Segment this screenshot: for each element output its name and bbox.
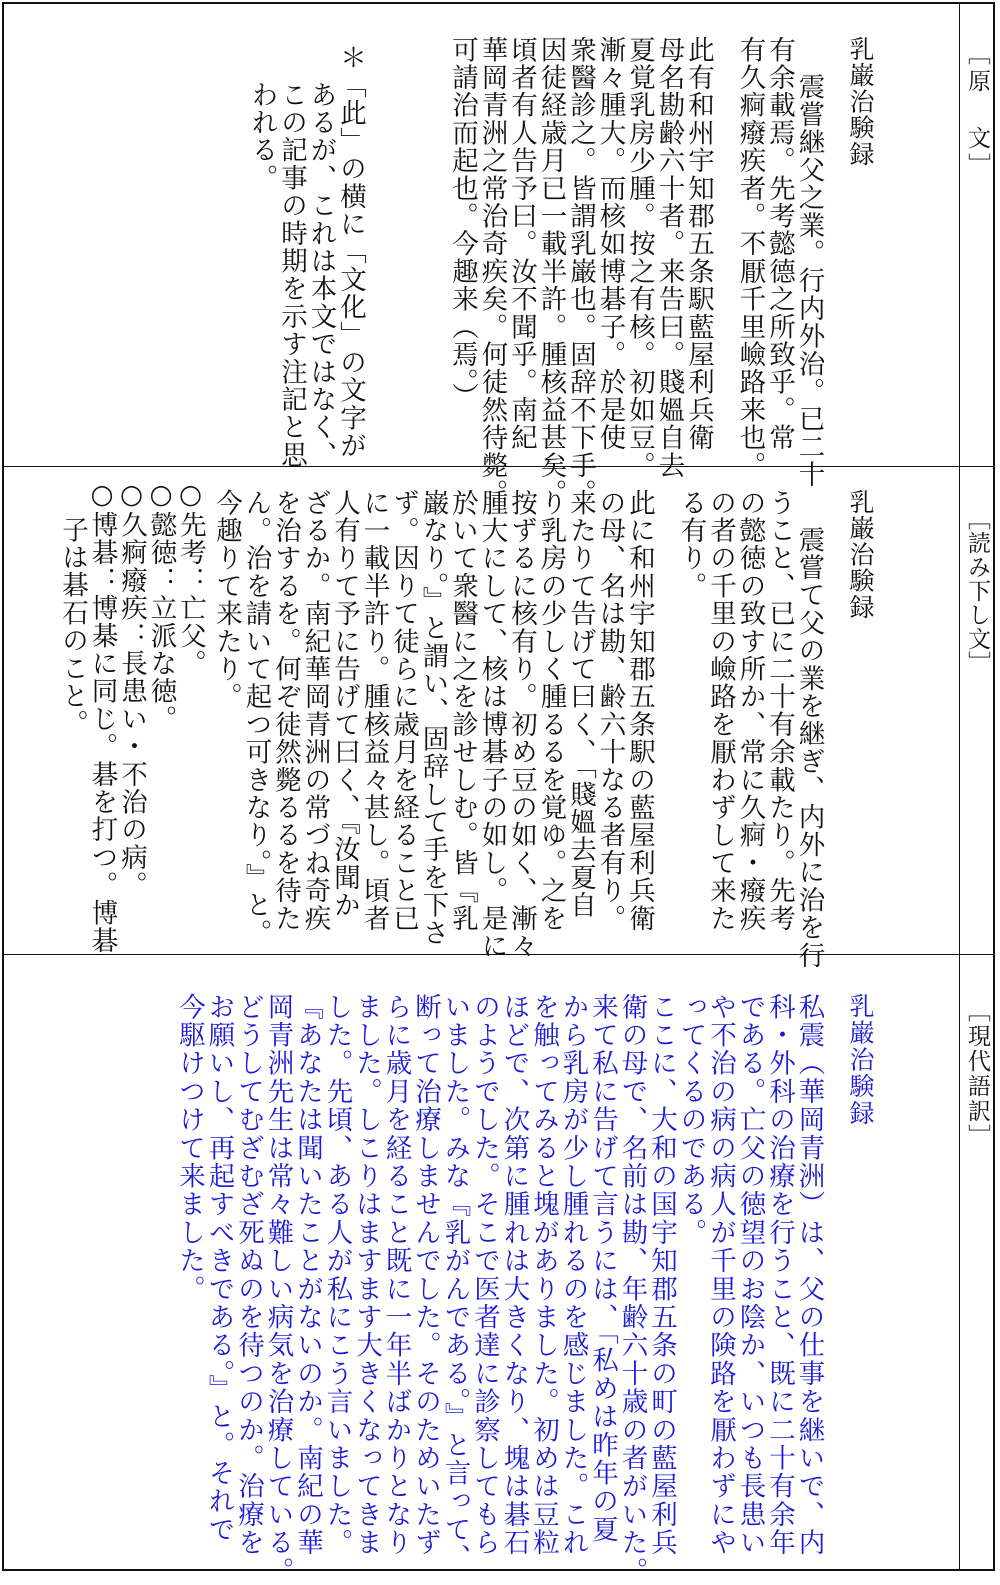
column-gap: [824, 993, 846, 1585]
reading-line: に一載半許り。腫核益々甚し。頃者: [358, 489, 390, 933]
reading-line: 於いて衆醫に之を診せしむ。皆『乳: [447, 489, 478, 933]
modern-line: や不治の病の病人が千里の険路を厭わずにや: [705, 993, 736, 1557]
original-line: 頃者有人告予曰。汝不聞乎。南紀: [506, 36, 537, 452]
reading-line: 腫大にして、核は博碁子の如し。是に: [476, 489, 508, 960]
section-label-column: [959, 467, 993, 954]
modern-line: 衛の母で、名前は勘、年齢六十歳の者がいた。: [616, 993, 648, 1585]
reading-line: の母、名は勘、齢六十なる者有り。: [594, 489, 626, 933]
modern-line: 岡青洲先生は常々難しい病気を治療している。: [262, 993, 294, 1585]
modern-line: 『あなたは聞いたことがないのか。南紀の華: [292, 993, 323, 1557]
modern-title: 乳巌治験録: [846, 993, 875, 1127]
column-gap: [654, 489, 676, 969]
original-main-text: [448, 36, 876, 507]
original-line: 衆醫診之。皆謂乳巌也。固辞不下手。: [565, 36, 596, 507]
original-line: 因徒経歳月已一載半許。腫核益甚矣。: [535, 36, 567, 507]
original-line: 漸々腫大。而核如博碁子。於是使: [594, 36, 626, 452]
document-frame: [2, 2, 995, 1585]
modern-line: を触ってみると塊がありました。初めは豆粒: [528, 993, 559, 1557]
reading-line: 震嘗て父の業を継ぎ、内外に治を行: [793, 526, 825, 970]
modern-line: のようでした。そこで医者達に診察してもら: [469, 993, 500, 1557]
original-title: 乳巌治験録: [846, 36, 875, 167]
reading-line: 按ずるに核有り。初め豆の如く、漸々: [506, 489, 537, 960]
reading-line: ず。因りて徒らに歳月を経ること已: [388, 489, 419, 933]
modern-line: 断って治療しませんでした。そのためいたず: [410, 993, 441, 1557]
original-line: 震嘗継父之業。行内外治。已二十: [793, 73, 825, 489]
note-line: われる。: [246, 81, 278, 192]
reading-line: 今趣りて来たり。: [211, 489, 242, 711]
original-line: 母名勘齢六十者。来告曰。賤媼自去: [653, 36, 685, 480]
modern-line: お願いし、再起すべきである。』と。それで: [203, 993, 235, 1544]
reading-line: 此に和州宇知郡五条駅の藍屋利兵衛: [624, 489, 655, 933]
column-gap: [824, 489, 846, 969]
original-line: 有久痾癈疾者。不厭千里嶮路来也。: [734, 36, 766, 480]
reading-line: 人有りて予に告げて曰く、『汝聞か: [329, 489, 360, 919]
reading-line: ん。治を請いて起つ可きなり。』と。: [240, 489, 272, 947]
glossary-line: ○久痾癈疾：長患い・不治の病。: [116, 479, 147, 899]
modern-label: ［現代語訳］: [964, 999, 990, 1149]
original-note: [247, 44, 365, 469]
modern-translation-section: [4, 955, 993, 1585]
modern-line: した。先頃、ある人が私にこう言いました。: [321, 993, 353, 1557]
original-label: ［原 文］: [964, 42, 990, 180]
column-gap: [824, 36, 846, 507]
modern-line: 来て私に告げて言うには、「私めは昨年の夏: [587, 993, 618, 1544]
glossary-line: ○博碁：博棊に同じ。碁を打つ。博碁: [86, 479, 118, 955]
modern-line: 私震（華岡青洲）は、父の仕事を継いで、内: [793, 993, 825, 1557]
section-label-column: [959, 4, 993, 466]
reading-glossary: [58, 479, 206, 954]
modern-line: ここに、大和の国宇知郡五条の町の藍屋利兵: [646, 993, 677, 1557]
original-line: 夏覚乳房少腫。按之有核。初如豆。: [624, 36, 655, 480]
original-line: 華岡青洲之常治奇疾矣。何徒然待斃。: [476, 36, 508, 507]
modern-line: ってくるのである。: [675, 993, 707, 1247]
column-gap: [713, 36, 735, 507]
note-line: この記事の時期を示す注記と思: [276, 81, 307, 469]
modern-line: ました。しこりはますます大きくなってきま: [351, 993, 382, 1557]
original-line: 有余載焉。先考懿德之所致乎。常: [764, 36, 795, 452]
original-text-section: [4, 4, 993, 507]
glossary-line: ○懿徳：立派な徳。: [145, 479, 177, 733]
modern-main-text: [175, 993, 876, 1585]
reading-line: り乳房の少しく腫るるを覚ゆ。之を: [535, 489, 567, 933]
reading-line: うこと、已に二十有余載たり。先考: [764, 489, 795, 933]
reading-line: の懿徳の致す所か、常に久痾・癈疾: [734, 489, 766, 933]
reading-line: を治するを。何ぞ徒然斃るるを待た: [270, 489, 301, 933]
glossary-line: ○先考：亡父。: [175, 479, 206, 678]
section-label-column: [959, 955, 993, 1569]
original-line: 此有和州宇知郡五条駅藍屋利兵衛: [683, 36, 714, 452]
original-line: 可請治而起也。今趣来（焉。）: [447, 36, 478, 411]
reading-text-section: [4, 467, 993, 970]
note-line: あるが、これは本文ではなく、: [305, 81, 337, 469]
modern-line: ほどで、次第に腫れは大きくなり、塊は碁石: [498, 993, 530, 1557]
glossary-line: 子は碁石のこと。: [57, 516, 88, 738]
modern-line: らに歳月を経ること既に一年半ばかりとなり: [380, 993, 412, 1557]
modern-line: どうしてむざむざ死ぬのを待つのか。治療を: [233, 993, 264, 1557]
reading-label: ［読み下し文］: [964, 507, 990, 675]
modern-line: から乳房が少し腫れるのを感じました。これ: [557, 993, 589, 1557]
note-line: ＊「此」の横に「文化」の文字が: [335, 44, 366, 460]
reading-line: 巌なり。』と謂い、固辞して手を下さ: [417, 489, 449, 947]
reading-line: ざるか。南紀華岡青洲の常づね奇疾: [299, 489, 331, 933]
modern-line: である。亡父の徳望のお陰か、いつも長患い: [734, 993, 766, 1557]
reading-main-text: [212, 489, 876, 969]
reading-title: 乳巌治験録: [846, 489, 875, 620]
modern-line: 科・外科の治療を行うこと、既に二十有余年: [764, 993, 795, 1557]
modern-line: 今駆けつけて来ました。: [174, 993, 205, 1304]
reading-line: る有り。: [675, 489, 707, 600]
reading-line: 来たりて告げて曰く、「賤媼去夏自: [565, 489, 596, 919]
reading-line: の者の千里の嶮路を厭わずして来た: [705, 489, 736, 933]
modern-line: いました。みな『乳がんである。』と言って、: [439, 993, 471, 1572]
